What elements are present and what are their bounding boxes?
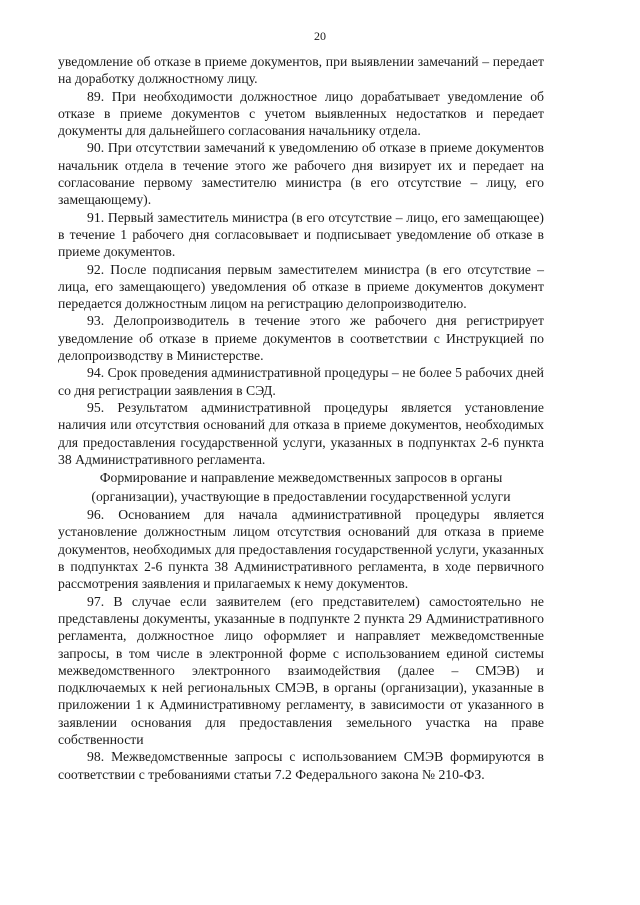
paragraph-90: 90. При отсутствии замечаний к уведомлению об отказе в приеме документов начальник отдела в течение этого же рабочего дня визирует их и передает на согласование первому заместителю министра (в его отсутствие – лицу, его замещающему).: [58, 140, 544, 208]
section-heading-line-2: (организации), участвующие в предоставлении государственной услуги: [91, 489, 511, 505]
paragraph-93: 93. Делопроизводитель в течение этого же рабочего дня регистрирует уведомление об отказе в приеме документов в соответствии с Инструкцией по делопроизводству в Министерстве.: [58, 313, 544, 364]
paragraph-89: 89. При необходимости должностное лицо дорабатывает уведомление об отказе в приеме документов с учетом выявленных недостатков и передает документы для дальнейшего согласования начальнику отдела.: [58, 88, 544, 139]
page-number: 20: [314, 29, 326, 43]
section-heading: [58, 468, 544, 506]
paragraph-91: 91. Первый заместитель министра (в его отсутствие – лицо, его замещающее) в течение 1 рабочего дня согласовывает и подписывает уведомление об отказе в приеме документов.: [58, 209, 544, 260]
paragraph-95: 95. Результатом административной процедуры является установление наличия или отсутствия оснований для отказа в приеме документов, необходимых для предоставления государственной услуги, указанных в подпунктах 2-6 пункта 38 Административного регламента.: [58, 399, 544, 467]
paragraph-97: 97. В случае если заявителем (его представителем) самостоятельно не представлены документы, указанные в подпункте 2 пункта 29 Административного регламента, должностное лицо оформляет и направляет межведомственные запросы, в том числе в электронной форме с использованием единой системы межведомственного электронного взаимодействия (далее – СМЭВ) и подключаемых к ней региональных СМЭВ, в органы (организации), указанные в приложении 1 к Административному регламенту, в зависимости от указанного в заявлении основания для предоставления земельного участка на праве собственности: [58, 593, 544, 747]
paragraph-96: 96. Основанием для начала административной процедуры является установление должностным лицом отсутствия оснований для отказа в приеме документов, необходимых для предоставления государственной услуги, указанных в подпунктах 2-6 пункта 38 Административного регламента, в ходе первичного рассмотрения заявления и прилагаемых к нему документов.: [58, 507, 544, 592]
paragraph-94: 94. Срок проведения административной процедуры – не более 5 рабочих дней со дня регистрации заявления в СЭД.: [58, 365, 544, 398]
section-heading-line-1: Формирование и направление межведомственных запросов в органы: [99, 470, 503, 486]
paragraph-98: 98. Межведомственные запросы с использованием СМЭВ формируются в соответствии с требованиями статьи 7.2 Федерального закона № 210-ФЗ.: [58, 749, 544, 782]
paragraph-92: 92. После подписания первым заместителем министра (в его отсутствие – лица, его замещающего) уведомления об отказе в приеме документов документ передается должностным лицом на регистрацию делопроизводителю.: [58, 261, 544, 312]
paragraph-88-continuation: уведомление об отказе в приеме документов, при выявлении замечаний – передает на доработку должностному лицу.: [58, 54, 544, 87]
document-body: [58, 53, 544, 783]
